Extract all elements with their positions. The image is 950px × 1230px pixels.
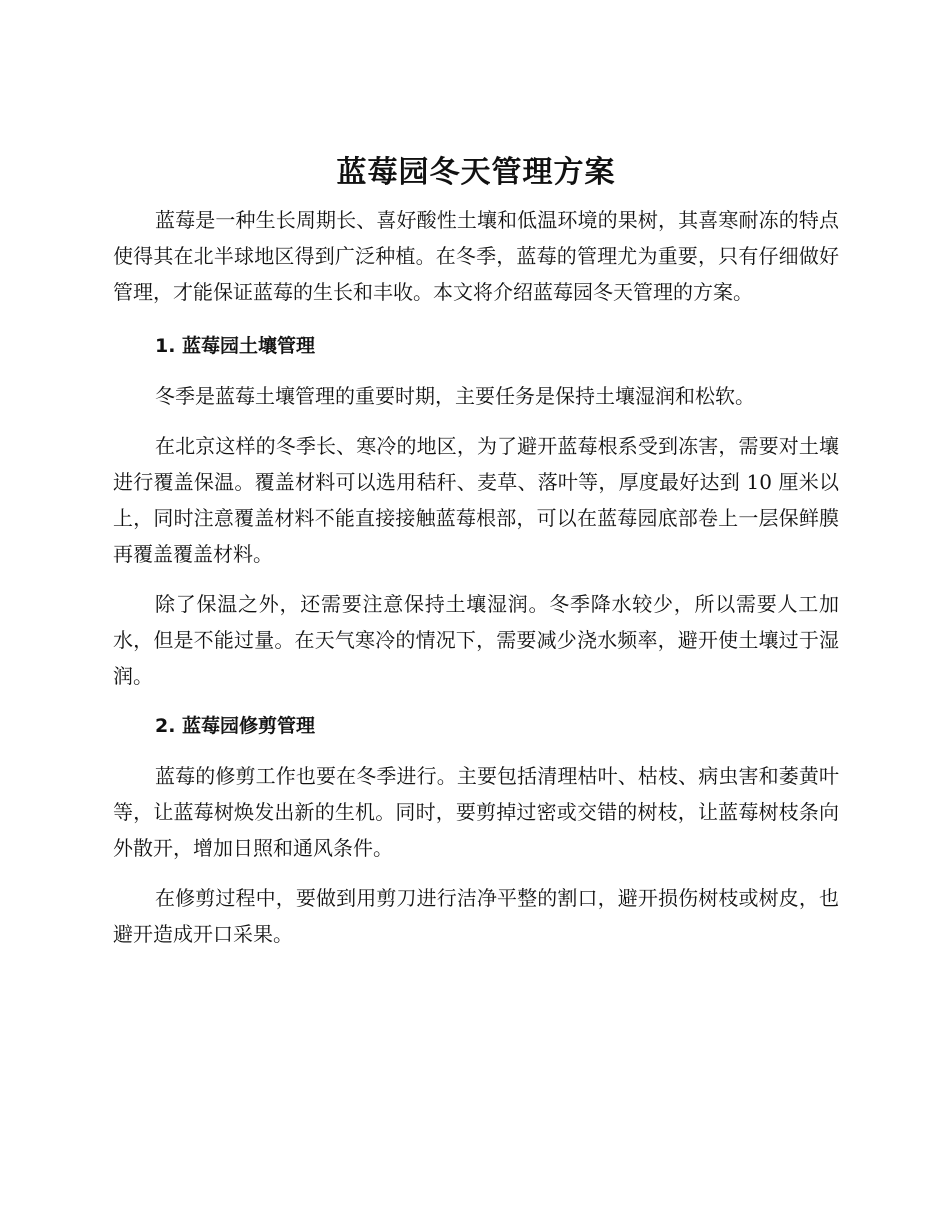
pruning-paragraph: 蓝莓的修剪工作也要在冬季进行。主要包括清理枯叶、枯枝、病虫害和萎黄叶等，让蓝莓树焕发出新的生机。同时，要剪掉过密或交错的树枝，让蓝莓树枝条向外散开，增加日照和通风条件。 bbox=[113, 764, 839, 860]
pruning-paragraph: 在修剪过程中，要做到用剪刀进行洁净平整的割口，避开损伤树枝或树皮，也避开造成开口采果。 bbox=[113, 886, 839, 946]
intro-paragraph: 蓝莓是一种生长周期长、喜好酸性土壤和低温环境的果树，其喜寒耐冻的特点使得其在北半球地区得到广泛种植。在冬季，蓝莓的管理尤为重要，只有仔细做好管理，才能保证蓝莓的生长和丰收。本文将介绍蓝莓园冬天管理的方案。 bbox=[113, 208, 839, 304]
soil-paragraph: 冬季是蓝莓土壤管理的重要时期，主要任务是保持土壤湿润和松软。 bbox=[155, 384, 755, 408]
soil-paragraph: 在北京这样的冬季长、寒冷的地区，为了避开蓝莓根系受到冻害，需要对土壤进行覆盖保温。覆盖材料可以选用秸秆、麦草、落叶等，厚度最好达到 10 厘米以上，同时注意覆盖材料不能直接接触蓝莓根部，可以在蓝莓园底部卷上一层保鲜膜再覆盖覆盖材料。 bbox=[113, 434, 839, 566]
soil-paragraph: 除了保温之外，还需要注意保持土壤湿润。冬季降水较少，所以需要人工加水，但是不能过量。在天气寒冷的情况下，需要减少浇水频率，避开使土壤过于湿润。 bbox=[113, 592, 839, 688]
section-heading-soil: 1. 蓝莓园土壤管理 bbox=[155, 335, 316, 357]
document-title: 蓝莓园冬天管理方案 bbox=[336, 155, 616, 190]
document-body bbox=[113, 150, 839, 966]
section-heading-pruning: 2. 蓝莓园修剪管理 bbox=[155, 715, 316, 737]
